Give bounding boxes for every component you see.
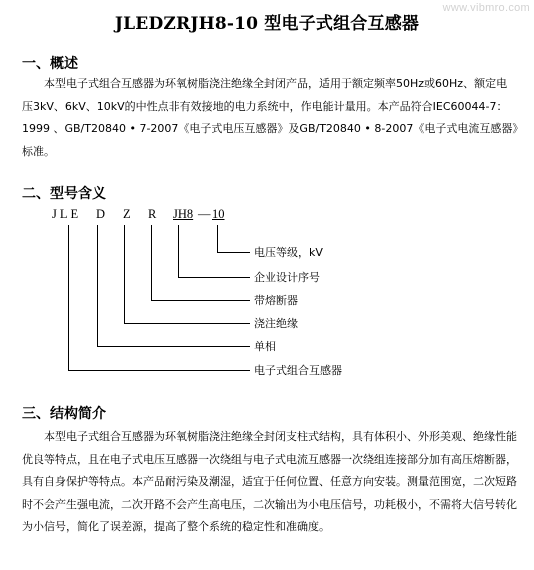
- section-structure-heading: 三、结构简介: [22, 406, 106, 422]
- code-r: R: [148, 207, 157, 221]
- code-z: Z: [123, 207, 131, 221]
- label-voltage-level: 电压等级，kV: [254, 246, 323, 259]
- diagram-line-insulation-h: [124, 323, 250, 324]
- diagram-line-electronic-h: [68, 370, 250, 371]
- section-model-heading: 二、型号含义: [22, 186, 106, 202]
- diagram-line-fuse-v: [151, 225, 152, 300]
- label-single-phase: 单相: [254, 340, 276, 353]
- label-with-fuse: 带熔断器: [254, 294, 298, 307]
- diagram-line-design-h: [178, 277, 250, 278]
- code-jle: JLE: [52, 207, 82, 221]
- diagram-line-single-phase-h: [97, 346, 250, 347]
- diagram-line-fuse-h: [151, 300, 250, 301]
- page-title: JLEDZRJH8-10 型电子式组合互感器: [114, 14, 420, 34]
- section-overview-heading: 一、概述: [22, 56, 78, 72]
- code-dash: —: [198, 207, 211, 221]
- label-electronic-combined: 电子式组合互感器: [254, 364, 342, 377]
- code-jh8: JH8: [173, 207, 194, 221]
- code-voltage: 10: [212, 207, 225, 221]
- diagram-line-electronic-v: [68, 225, 69, 370]
- section-structure-text: 本型电子式组合互感器为环氧树脂浇注绝缘全封闭支柱式结构，具有体积小、外形美观、绝缘性能优良等特点，且在电子式电压互感器一次绕组与电子式电流互感器一次绕组连接部分加有高压熔断器，具有自身保护等特点。本产品耐污染及潮湿，适宜于任何位置、任意方向安装。测量范围宽，二次短路时不会产生强电流，二次开路不会产生高电压，二次输出为小电压信号，功耗极小，不需将大信号转化为小信号，简化了误差源，提高了整个系统的稳定性和准确度。: [22, 430, 517, 533]
- diagram-line-single-phase-v: [97, 225, 98, 346]
- diagram-line-voltage-v: [217, 225, 218, 252]
- label-cast-insulation: 浇注绝缘: [254, 317, 298, 330]
- section-overview-text: 本型电子式组合互感器为环氧树脂浇注绝缘全封闭产品，适用于额定频率50Hz或60Hz、额定电压3kV、6kV、10kV的中性点非有效接地的电力系统中，作电能计量用。本产品符合IEC60044-7：1999 、GB/T20840 • 7-2007《电子式电压互感器》及GB/T20840 • 8-2007《电子式电流互感器》标准。: [22, 77, 518, 158]
- watermark-text: www.vibmro.com: [442, 2, 530, 14]
- diagram-line-voltage-h: [217, 252, 250, 253]
- diagram-line-insulation-v: [124, 225, 125, 323]
- diagram-line-design-v: [178, 225, 179, 277]
- code-d: D: [96, 207, 106, 221]
- label-design-number: 企业设计序号: [254, 271, 320, 284]
